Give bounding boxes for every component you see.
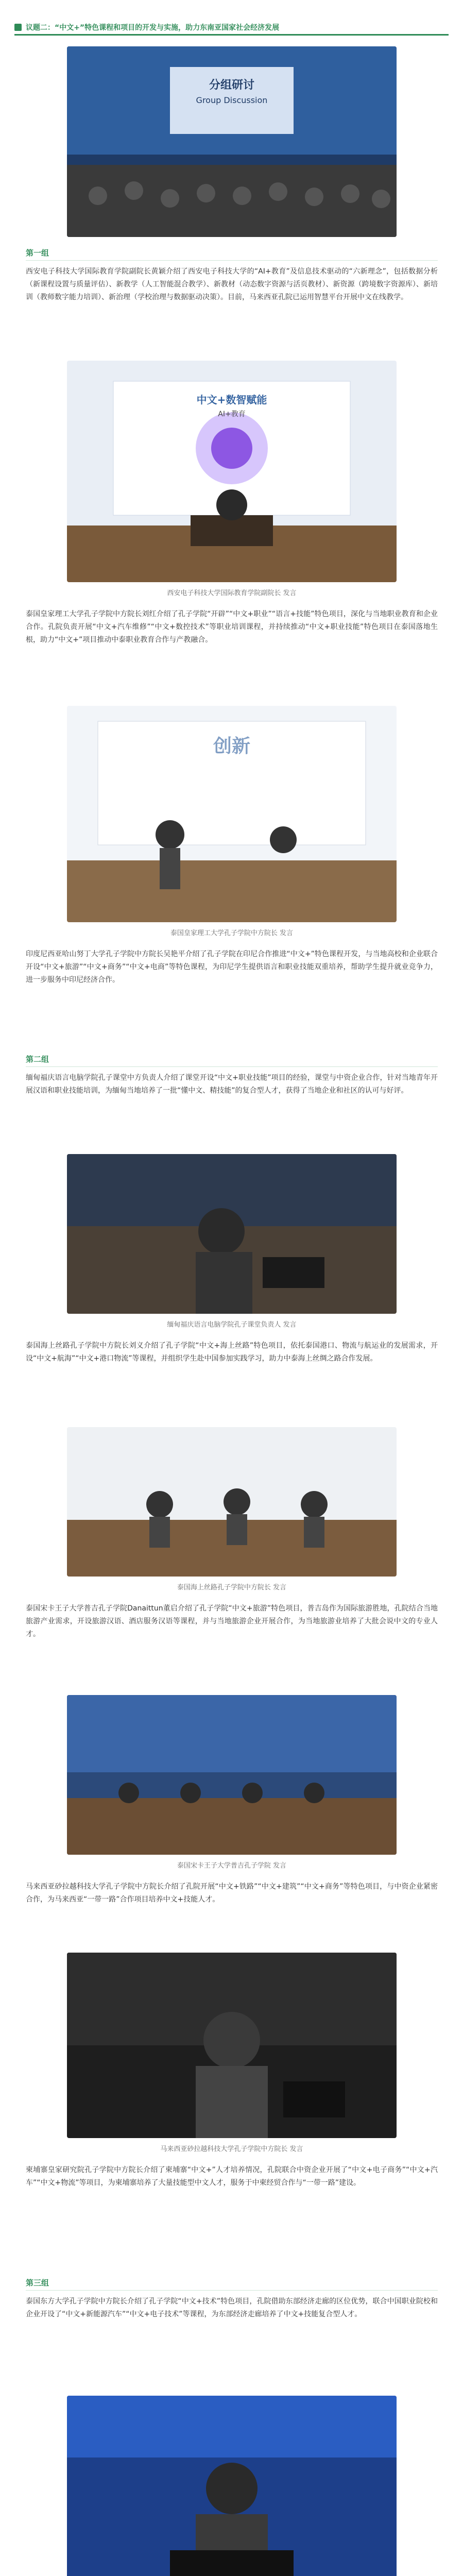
article-title-bar: [14, 21, 449, 36]
section-rule: [26, 1066, 438, 1067]
caption-1: 西安电子科技大学国际教育学院副院长 发言: [167, 589, 297, 597]
section-label-1: 第一组: [26, 248, 49, 258]
slide-sub1: AI+教育: [218, 410, 246, 418]
banner-line-1: 分组研讨: [209, 79, 254, 92]
speaker-photo: [67, 1953, 397, 2138]
paragraph-7: 马来西亚砂拉越科技大学孔子学院中方院长介绍了孔院开展“中文+铁路”“中文+建筑”“中文+商务”等特色项目，与中资企业紧密合作，为马来西亚“一带一路”合作项目培养中文+技能人才。: [26, 1883, 438, 1904]
banner-line-2: Group Discussion: [196, 95, 268, 105]
caption-5: 泰国宋卡王子大学普吉孔子学院 发言: [177, 1862, 287, 1870]
slide-title: 中文+数智赋能: [196, 394, 267, 406]
paragraph-5: 泰国海上丝路孔子学院中方院长刘义介绍了孔子学院“中文+海上丝路”特色项目，依托泰国港口、物流与航运业的发展需求，开设“中文+航海”“中文+港口物流”等课程，并组织学生赴中国参加实践学习，助力中泰海上丝绸之路合作发展。: [26, 1342, 438, 1363]
paragraph-1: 西安电子科技大学国际教育学院副院长黄颖介绍了西安电子科技大学的“AI+教育”及信息技术驱动的“六新理念”，包括数据分析（新课程设置与质量评估）、新教学（人工智能混合教学）、新教材（动态数字资源与活页教材）、新资源（跨境数字资源库）、新培训（教师数字能力培训）、新治理（学校治理与数据驱动决策）。目前，马来西亚孔院已运用智慧平台开展中文在线教学。: [26, 267, 438, 301]
speaker-photo: [67, 2396, 397, 2576]
panel-photo: [67, 1695, 397, 1855]
section-label-2: 第二组: [26, 1055, 49, 1064]
speaker-photo: [67, 706, 397, 922]
speaker-photo: [67, 1427, 397, 1577]
paragraph-4: 缅甸福庆语言电脑学院孔子课堂中方负责人介绍了课堂开设“中文+职业技能”项目的经验，课堂与中资企业合作，针对当地青年开展汉语和职业技能培训，为缅甸当地培养了一批“懂中文、精技能”的复合型人才，获得了当地企业和社区的认可与好评。: [26, 1074, 438, 1095]
paragraph-2: 泰国皇家理工大学孔子学院中方院长刘红介绍了孔子学院“开辟”“中文+职业”“语言+技能”特色项目，深化与当地职业教育和企业合作。孔院负责开展“中文+汽车维修”“中文+数控技术”等职业培训课程，并持续推动“中文+职业技能”特色项目在泰国落地生根，助力“中文+”项目推动中泰职业教育合作与产教融合。: [26, 610, 438, 644]
speaker-photo: [67, 361, 397, 582]
paragraph-9: 泰国东方大学孔子学院中方院长介绍了孔子学院“中文+技术”特色项目，孔院借助东部经济走廊的区位优势，联合中国职业院校和企业开设了“中文+新能源汽车”“中文+电子技术”等课程，为东部经济走廊培养了中文+技能复合型人才。: [26, 2297, 438, 2318]
article-title: 议题二：“中文+”特色课程和项目的开发与实施，助力东南亚国家社会经济发展: [26, 24, 280, 32]
title-marker-icon: [14, 24, 22, 31]
paragraph-8: 柬埔寨皇家研究院孔子学院中方院长介绍了柬埔寨“中文+”人才培养情况，孔院联合中资企业开展了“中文+电子商务”“中文+汽车”“中文+物流”等项目，为柬埔寨培养了大量技能型中文人才，服务于中柬经贸合作与“一带一路”建设。: [26, 2166, 438, 2187]
speaker-photo: [67, 1154, 397, 1314]
conference-photo: [67, 46, 397, 237]
caption-3: 缅甸福庆语言电脑学院孔子课堂负责人 发言: [167, 1321, 297, 1329]
slide-sub2: 创新: [213, 736, 250, 757]
caption-2: 泰国皇家理工大学孔子学院中方院长 发言: [170, 929, 294, 937]
caption-4: 泰国海上丝路孔子学院中方院长 发言: [177, 1584, 287, 1591]
section-rule: [26, 260, 438, 261]
paragraph-6: 泰国宋卡王子大学普吉孔子学院Danaittun董启介绍了孔子学院“中文+旅游”特色项目，普吉岛作为国际旅游胜地，孔院结合当地旅游产业需求，开设旅游汉语、酒店服务汉语等课程，并与当地旅游企业开展合作，为当地旅游业培养了大批会说中文的专业人才。: [26, 1604, 438, 1638]
paragraph-3: 印度尼西亚哈山努丁大学孔子学院中方院长吴艳平介绍了孔子学院在印尼合作推进“中文+”特色课程开发，与当地高校和企业联合开设“中文+旅游”“中文+商务”“中文+电商”等特色课程，为印尼学生提供语言和职业技能双重培养，帮助学生提升就业竞争力，进一步服务中印尼经济合作。: [26, 950, 438, 984]
section-rule: [26, 2290, 438, 2291]
section-label-3: 第三组: [26, 2278, 49, 2287]
caption-6: 马来西亚砂拉越科技大学孔子学院中方院长 发言: [160, 2145, 303, 2153]
